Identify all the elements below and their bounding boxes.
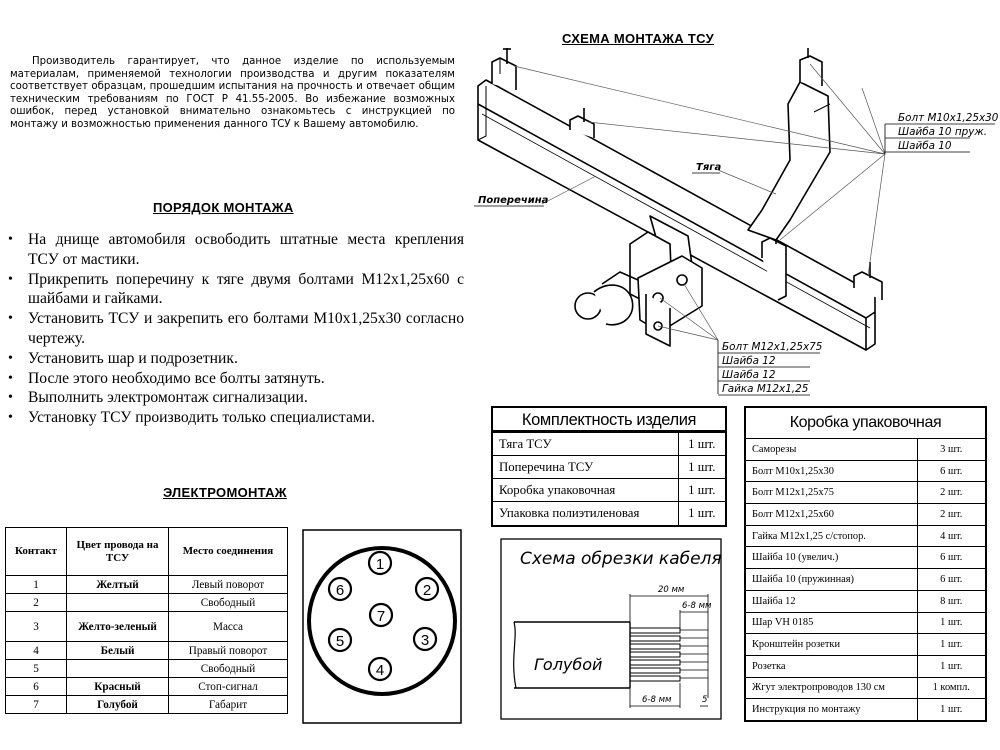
callout-top-3: Шайба 10 [898,140,952,152]
table-row [746,569,985,591]
item-qty: 1 шт. [678,502,725,525]
table-row [746,439,985,461]
table-row [746,590,985,612]
item-name: Поперечина ТСУ [493,456,678,479]
list-item: • Прикрепить поперечину к тяге двумя болтами М12х1,25х60 с шайбами и гайками. [8,270,464,310]
contact-number: 5 [6,660,67,678]
dim-6-8mm-bottom: 6-8 мм [642,695,672,705]
contact-number: 3 [6,612,67,642]
list-item: • Выполнить электромонтаж сигнализации. [8,388,464,408]
item-name: Инструкция по монтажу [746,699,917,721]
table-row [746,482,985,504]
wire-label-blue: Голубой [534,655,603,674]
contact-number: 7 [6,696,67,714]
item-name: Шайба 10 (увелич.) [746,547,917,569]
box-contents-table [746,438,985,720]
dim-5: 5 [702,695,708,705]
order-heading: ПОРЯДОК МОНТАЖА [153,200,294,215]
box-panel [744,406,987,722]
electro-heading: ЭЛЕКТРОМОНТАЖ [163,485,287,500]
table-row [493,433,725,456]
connector-pinout-diagram [302,529,462,724]
callout-bottom-3: Шайба 12 [722,369,776,381]
callout-top-1: Болт М10х1,25х30 [898,112,998,124]
table-row [746,504,985,526]
wire-color: Красный [67,678,169,696]
header-connection-place: Место соединения [169,528,288,576]
kit-panel [491,406,727,527]
table-row [746,677,985,699]
table-header-row [6,528,288,576]
kit-title: Комплектность изделия [493,408,725,432]
dim-6-8mm-top: 6-8 мм [682,601,712,611]
table-row [746,634,985,656]
item-qty: 1 шт. [917,655,985,677]
callout-bottom-4: Гайка М12х1,25 [722,383,809,395]
item-name: Шайба 10 (пружинная) [746,569,917,591]
item-qty: 1 шт. [917,699,985,721]
pin-label: 1 [375,556,385,573]
table-row [6,678,288,696]
item-qty: 6 шт. [917,569,985,591]
table-row [746,699,985,721]
table-row [746,612,985,634]
cable-title: Схема обрезки кабеля [520,549,722,569]
mounting-steps-list [8,230,464,428]
pin-label: 3 [420,632,430,649]
connection-place: Свободный [169,594,288,612]
item-name: Жгут электропроводов 130 см [746,677,917,699]
cable-cut-diagram [500,538,722,720]
kit-table [493,432,725,525]
pin-label: 6 [335,582,345,599]
dim-20mm: 20 мм [658,585,685,595]
table-row [6,660,288,678]
table-row [6,594,288,612]
table-row [6,642,288,660]
contact-number: 2 [6,594,67,612]
table-row [6,576,288,594]
intro-paragraph: Производитель гарантирует, что данное изделие по используемым материалам, применяемой технологии производства и другим показателям соответствует образцам, прошедшим испытания на прочность и отвечает общим техническим требованиям по ГОСТ Р 41.55-2005. Во избежание возможных ошибок, перед установкой внимательно ознакомьтесь с инструкцией по монтажу и возможностью применения данного ТСУ к Вашему автомобилю. [10,56,455,130]
table-row [746,655,985,677]
mounting-diagram [470,44,998,400]
item-qty: 1 компл. [917,677,985,699]
callout-bottom-2: Шайба 12 [722,355,776,367]
connection-place: Стоп-сигнал [169,678,288,696]
item-qty: 1 шт. [678,479,725,502]
item-name: Шайба 12 [746,590,917,612]
item-name: Шар VH 0185 [746,612,917,634]
pin-label: 7 [376,608,386,625]
list-item: • Установку ТСУ производить только специалистами. [8,408,464,428]
item-name: Саморезы [746,439,917,461]
list-item: • Установить шар и подрозетник. [8,349,464,369]
table-row [493,479,725,502]
list-item: • На днище автомобиля освободить штатные места крепления ТСУ от мастики. [8,230,464,270]
item-qty: 6 шт. [917,460,985,482]
contact-number: 6 [6,678,67,696]
item-name: Болт М10х1,25х30 [746,460,917,482]
table-row [6,696,288,714]
table-row [493,502,725,525]
connection-place: Габарит [169,696,288,714]
item-name: Розетка [746,655,917,677]
wire-color: Желто-зеленый [67,612,169,642]
item-qty: 2 шт. [917,482,985,504]
callout-bottom-1: Болт М12х1,25х75 [722,341,823,353]
wire-color: Голубой [67,696,169,714]
item-name: Гайка М12х1,25 с/стопор. [746,525,917,547]
item-name: Упаковка полиэтиленовая [493,502,678,525]
item-qty: 1 шт. [678,433,725,456]
header-wire-color: Цвет провода на ТСУ [67,528,169,576]
header-contact: Контакт [6,528,67,576]
pin-label: 2 [422,582,432,599]
table-row [6,612,288,642]
connection-place: Свободный [169,660,288,678]
wire-color [67,660,169,678]
connection-place: Правый поворот [169,642,288,660]
table-row [746,525,985,547]
connection-place: Масса [169,612,288,642]
item-name: Болт М12х1,25х60 [746,504,917,526]
contact-number: 1 [6,576,67,594]
table-row [493,456,725,479]
scheme-heading: СХЕМА МОНТАЖА ТСУ [562,31,714,46]
item-qty: 1 шт. [678,456,725,479]
pin-label: 5 [335,633,345,650]
list-item: • Установить ТСУ и закрепить его болтами М10х1,25х30 согласно чертежу. [8,309,464,349]
item-qty: 1 шт. [917,634,985,656]
wire-color: Белый [67,642,169,660]
connection-place: Левый поворот [169,576,288,594]
table-row [746,547,985,569]
label-tyaga: Тяга [696,162,722,173]
list-item: • После этого необходимо все болты затянуть. [8,369,464,389]
contacts-table [5,527,288,714]
label-crossbar: Поперечина [478,195,549,206]
item-name: Болт М12х1,25х75 [746,482,917,504]
item-qty: 1 шт. [917,612,985,634]
contact-number: 4 [6,642,67,660]
item-qty: 2 шт. [917,504,985,526]
item-qty: 8 шт. [917,590,985,612]
item-name: Кронштейн розетки [746,634,917,656]
item-name: Коробка упаковочная [493,479,678,502]
item-qty: 3 шт. [917,439,985,461]
wire-color: Желтый [67,576,169,594]
table-row [746,460,985,482]
item-qty: 6 шт. [917,547,985,569]
item-qty: 4 шт. [917,525,985,547]
callout-top-2: Шайба 10 пруж. [898,126,988,138]
pin-label: 4 [375,662,385,679]
wire-color [67,594,169,612]
item-name: Тяга ТСУ [493,433,678,456]
box-title: Коробка упаковочная [789,414,942,431]
